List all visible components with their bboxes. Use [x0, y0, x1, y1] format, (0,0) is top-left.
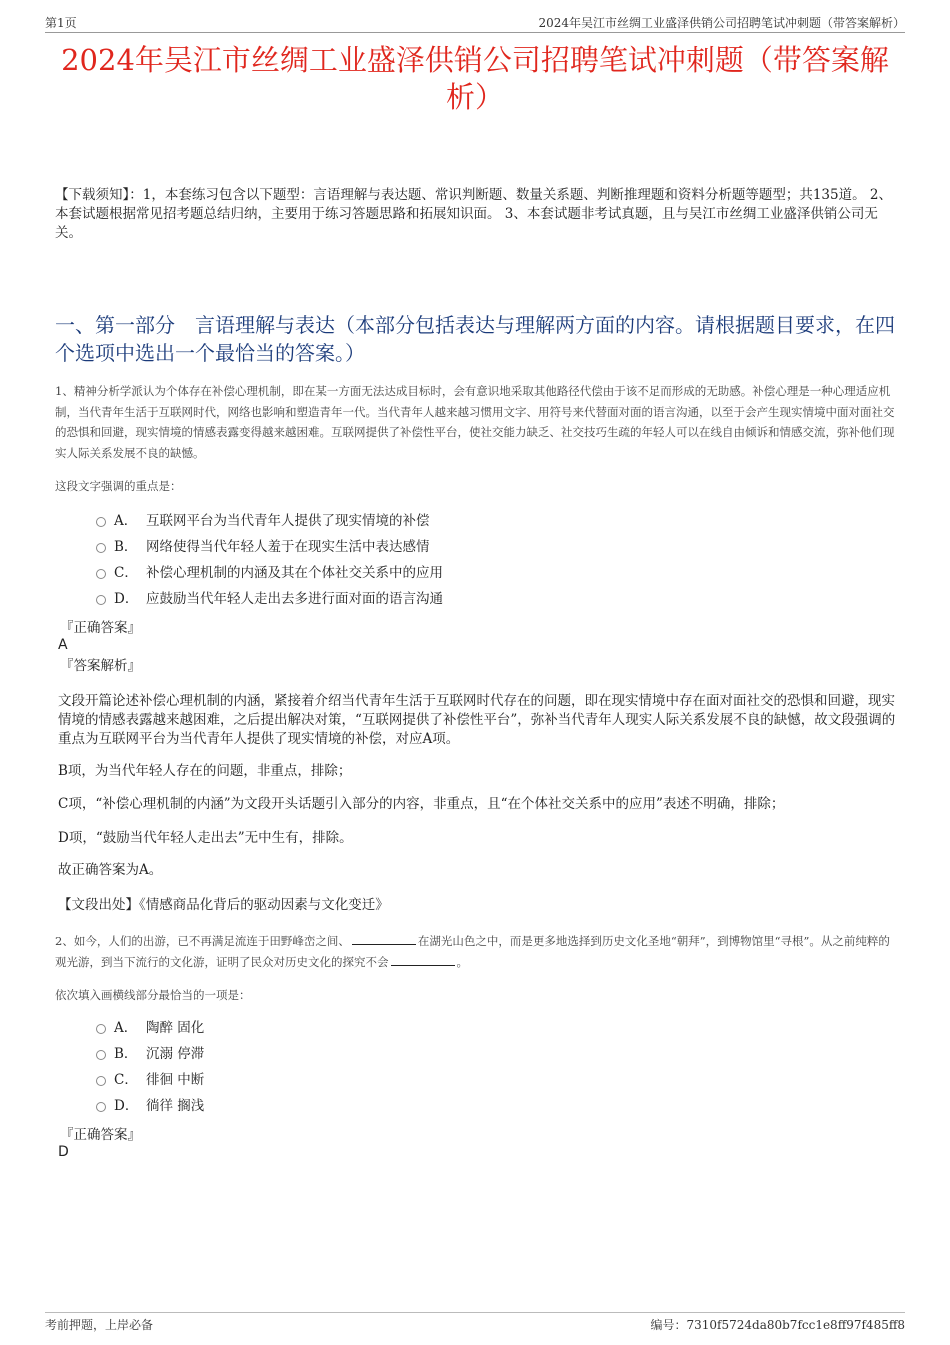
option-text: 沉溺 停滞 [146, 1046, 205, 1062]
fill-blank [352, 932, 416, 945]
q1-option-a[interactable] [96, 511, 430, 531]
q1-option-b[interactable] [96, 537, 430, 557]
radio-icon[interactable] [96, 1050, 106, 1060]
option-text: 陶醉 固化 [146, 1020, 205, 1036]
option-text: 徘徊 中断 [146, 1072, 205, 1088]
q1-analysis-d: D项，“鼓励当代年轻人走出去”无中生有，排除。 [58, 830, 353, 846]
option-letter: C． [114, 1072, 138, 1088]
page-header [45, 14, 905, 33]
q2-text-part1: 2、如今，人们的出游，已不再满足流连于田野峰峦之间、 [55, 934, 350, 948]
option-letter: B． [114, 539, 138, 555]
option-letter: A． [114, 513, 138, 529]
q2-answer-label: 『正确答案』 [60, 1127, 141, 1143]
q2-option-a[interactable] [96, 1018, 204, 1038]
option-letter: D． [114, 1098, 139, 1114]
q1-analysis-b: B项，为当代年轻人存在的问题，非重点，排除； [58, 763, 352, 779]
q1-source: 【文段出处】《情感商品化背后的驱动因素与文化变迁》 [58, 897, 389, 913]
q1-analysis-conclusion: 故正确答案为A。 [58, 862, 163, 878]
option-text: 网络使得当代年轻人羞于在现实生活中表达感情 [146, 539, 430, 555]
option-letter: D． [114, 591, 139, 607]
q2-answer: D [58, 1144, 69, 1160]
q1-answer-label: 『正确答案』 [60, 620, 141, 636]
q2-option-d[interactable] [96, 1096, 204, 1116]
question-1-prompt: 这段文字强调的重点是： [55, 479, 182, 493]
q2-option-c[interactable] [96, 1070, 204, 1090]
section-heading: 一、第一部分 言语理解与表达（本部分包括表达与理解两方面的内容。请根据题目要求，在四个选项中选出一个最恰当的答案。） [55, 313, 895, 365]
radio-icon[interactable] [96, 1024, 106, 1034]
download-notice: 【下载须知】：1，本套练习包含以下题型：言语理解与表达题、常识判断题、数量关系题、判断推理题和资料分析题等题型；共135道。 2、本套试题根据常见招考题总结归纳，主要用于练习答题思路和拓展知识面。 3、本套试题非考试真题，且与吴江市丝绸工业盛泽供销公司无关。 [55, 187, 892, 241]
option-text: 应鼓励当代年轻人走出去多进行面对面的语言沟通 [146, 591, 443, 607]
document-title: 2024年吴江市丝绸工业盛泽供销公司招聘笔试冲刺题（带答案解析） [61, 43, 889, 114]
footer-slogan: 考前押题，上岸必备 [45, 1318, 154, 1332]
q1-option-c[interactable] [96, 563, 443, 583]
question-1-text: 1、精神分析学派认为个体存在补偿心理机制，即在某一方面无法达成目标时，会有意识地采取其他路径代偿由于该不足而形成的无助感。补偿心理是一种心理适应机制，当代青年生活于互联网时代，网络也影响和塑造青年一代。当代青年人越来越习惯用文字、用符号来代替面对面的语言沟通，以至于会产生现实情境中面对面社交的恐惧和回避，现实情境的情感表露变得越来越困难。互联网提供了补偿性平台，使社交能力缺乏、社交技巧生疏的年轻人可以在线自由倾诉和情感交流，弥补他们现实人际关系发展不良的缺憾。 [55, 384, 895, 460]
q2-text-part3: 。 [456, 954, 468, 969]
option-text: 补偿心理机制的内涵及其在个体社交关系中的应用 [146, 565, 443, 581]
radio-icon[interactable] [96, 595, 106, 605]
option-letter: A． [114, 1020, 138, 1036]
radio-icon[interactable] [96, 517, 106, 527]
question-2-prompt: 依次填入画横线部分最恰当的一项是： [55, 988, 251, 1002]
option-letter: B． [114, 1046, 138, 1062]
q1-answer: A [58, 637, 68, 653]
radio-icon[interactable] [96, 1076, 106, 1086]
page-number: 第1页 [45, 16, 77, 30]
option-text: 徜徉 搁浅 [146, 1098, 205, 1114]
question-2-text [55, 931, 900, 972]
page-footer [45, 1312, 905, 1333]
q2-option-b[interactable] [96, 1044, 204, 1064]
q1-option-d[interactable] [96, 589, 443, 609]
option-letter: C． [114, 565, 138, 581]
radio-icon[interactable] [96, 543, 106, 553]
q1-analysis-main: 文段开篇论述补偿心理机制的内涵，紧接着介绍当代青年生活于互联网时代存在的问题，即在现实情境中存在面对面社交的恐惧和回避，现实情境的情感表露越来越困难，之后提出解决对策，“互联网提供了补偿性平台”，弥补当代青年人现实人际关系发展不良的缺憾，故文段强调的重点为互联网平台为当代青年人提供了现实情境的补偿，对应A项。 [58, 693, 896, 747]
header-doc-title: 2024年吴江市丝绸工业盛泽供销公司招聘笔试冲刺题（带答案解析） [538, 16, 905, 30]
footer-doc-id: 编号：7310f5724da80b7fcc1e8ff97f485ff8 [650, 1318, 905, 1332]
q2-text-part2: 在湖光山色之中，而是更多地选择到历史文化圣地“朝拜”，到博物馆里“寻根”。从之前纯粹的观光游，到当下流行的文化游，证明了民众对历史文化的探究不会 [55, 934, 890, 969]
option-text: 互联网平台为当代青年人提供了现实情境的补偿 [146, 513, 430, 529]
radio-icon[interactable] [96, 569, 106, 579]
q1-analysis-label: 『答案解析』 [60, 658, 141, 674]
radio-icon[interactable] [96, 1102, 106, 1112]
fill-blank [391, 953, 455, 966]
q1-analysis-c: C项，“补偿心理机制的内涵”为文段开头话题引入部分的内容，非重点，且“在个体社交关系中的应用”表述不明确，排除； [58, 796, 785, 812]
